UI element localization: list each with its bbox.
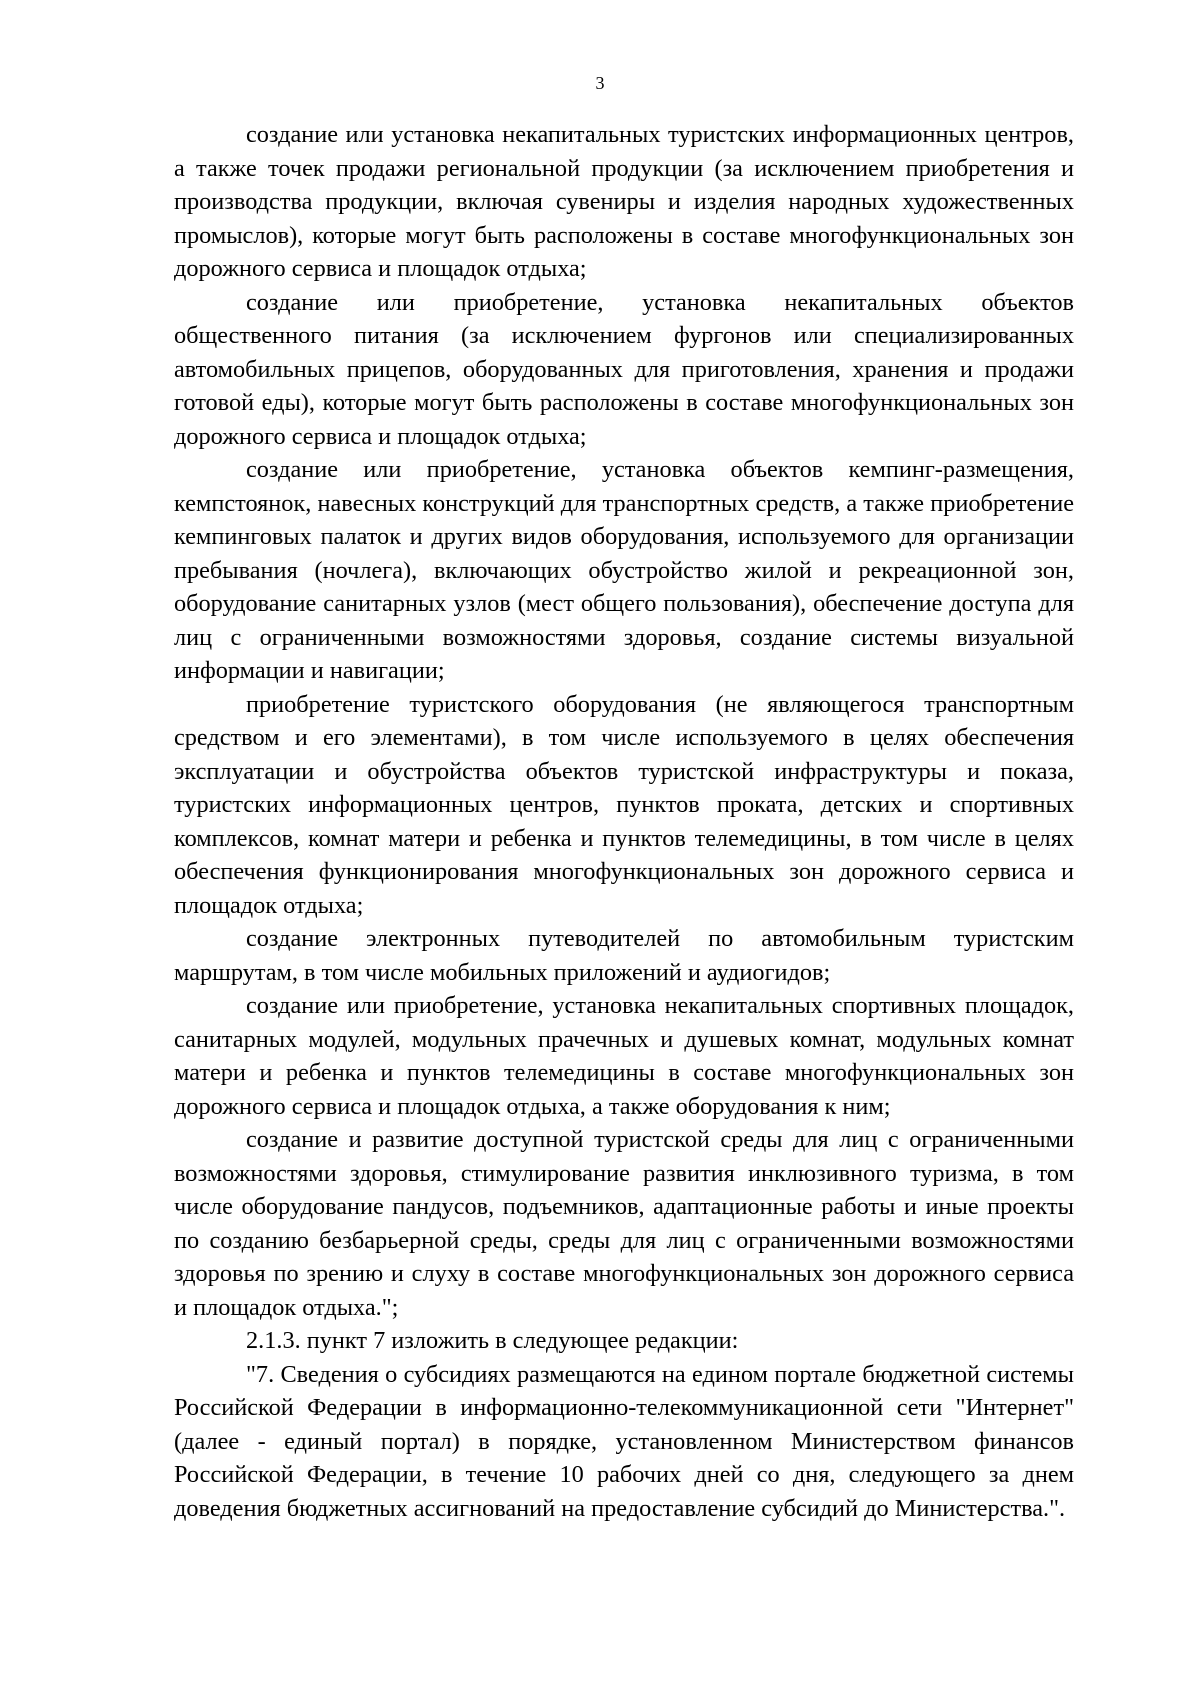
paragraph-clause-2-1-3: 2.1.3. пункт 7 изложить в следующее редакции: <box>246 1327 739 1354</box>
paragraph-tourist-info-centers: создание или установка некапитальных туристских информационных центров, а также точек продажи региональной продукции (за исключением приобретения и производства продукции, включая сувениры и изделия народных художественных промыслов), которые могут быть расположены в составе многофункциональных зон дорожного сервиса и площадок отдыха; <box>174 121 1074 282</box>
paragraph-accessible-environment: создание и развитие доступной туристской среды для лиц с ограниченными возможностями здоровья, стимулирование развития инклюзивного туризма, в том числе оборудование пандусов, подъемников, адаптационные работы и иные проекты по созданию безбарьерной среды, среды для лиц с ограниченными возможностями здоровья по зрению и слуху в составе многофункциональных зон дорожного сервиса и площадок отдыха."; <box>174 1126 1074 1321</box>
paragraph-camping-objects: создание или приобретение, установка объектов кемпинг-размещения, кемпстоянок, навесных конструкций для транспортных средств, а также приобретение кемпинговых палаток и других видов оборудования, используемого для организации пребывания (ночлега), включающих обустройство жилой и рекреационной зон, оборудование санитарных узлов (мест общего пользования), обеспечение доступа для лиц с ограниченными возможностями здоровья, создание системы визуальной информации и навигации; <box>174 456 1074 684</box>
paragraph-sports-grounds: создание или приобретение, установка некапитальных спортивных площадок, санитарных модулей, модульных прачечных и душевых комнат, модульных комнат матери и ребенка и пунктов телемедицины в составе многофункциональных зон дорожного сервиса и площадок отдыха, а также оборудования к ним; <box>174 992 1074 1120</box>
paragraph-tourist-equipment: приобретение туристского оборудования (не являющегося транспортным средством и его элементами), в том числе используемого в целях обеспечения эксплуатации и обустройства объектов туристской инфраструктуры и показа, туристских информационных центров, пунктов проката, детских и спортивных комплексов, комнат матери и ребенка и пунктов телемедицины, в том числе в целях обеспечения функционирования многофункциональных зон дорожного сервиса и площадок отдыха; <box>174 690 1074 919</box>
document-body <box>174 118 1074 1525</box>
paragraph-catering-objects: создание или приобретение, установка некапитальных объектов общественного питания (за исключением фургонов или специализированных автомобильных прицепов, оборудованных для приготовления, хранения и продажи готовой еды), которые могут быть расположены в составе многофункциональных зон дорожного сервиса и площадок отдыха; <box>174 288 1074 450</box>
page-number: 3 <box>595 73 605 93</box>
paragraph-clause-7-subsidy-info: "7. Сведения о субсидиях размещаются на едином портале бюджетной системы Российской Федерации в информационно-телекоммуникационной сети "Интернет" (далее - единый портал) в порядке, установленном Министерством финансов Российской Федерации, в течение 10 рабочих дней со дня, следующего за днем доведения бюджетных ассигнований на предоставление субсидий до Министерства.". <box>174 1360 1074 1522</box>
paragraph-electronic-guides: создание электронных путеводителей по автомобильным туристским маршрутам, в том числе мобильных приложений и аудиогидов; <box>174 925 1074 986</box>
